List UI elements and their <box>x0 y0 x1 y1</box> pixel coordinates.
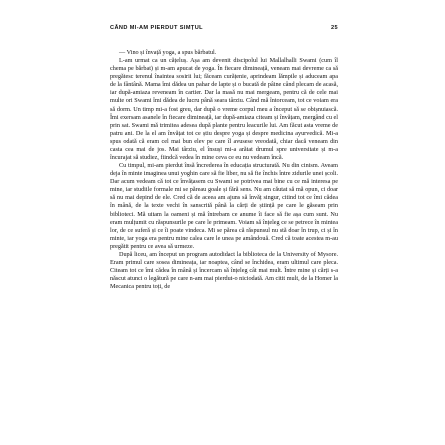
page-header <box>110 25 338 37</box>
page-number: 25 <box>330 25 338 31</box>
paragraph: L-am urmat ca un cățeluș. Așa am devenit discipolul lui Mallalhalli Swami (cum îl chema pe bărbat) și m-am apucat de yoga. În fiecare dimineață, veneam mai devreme ca să pregătesc terenul înaintea sosirii lui; făceam curățenie, aprindeam lămpile și aduceam apa de la fântână. Mama îmi dădea un pahar de lapte și o bucată de pâine când plecam de acasă, iar după-amiaza reveneam în cartier. Dar la masă nu mai mergeam, pentru că de cele mai multe ori Swami îmi dădea de lucru până seara târziu. Când mă întorceam, tot ce voiam era să dorm. Un timp mi-a fost greu, dar după o vreme corpul meu a început să se obișnuiască. Îmi exersam asanele în fiecare dimineață, iar după-amiaza citeam și învățam, mergând cu el prin sat. Swami mă trimitea adesea după plante pentru leacurile lui. Am făcut asta vreme de patru ani. De la el am învățat tot ce știu despre yoga și despre medicina ayurvedică. Mi-a spus odată că eram cel mai bun elev pe care îl avusese vreodată, chiar dacă veneam din casta cea mai de jos. Mai târziu, el însuși mi-a arătat drumul spre universitate și m-a încurajat să studiez, fiindcă vedea în mine ceva ce eu nu vedeam încă. <box>110 57 338 162</box>
running-title: CÂND MI-AM PIERDUT SIMȚUL <box>110 25 203 31</box>
paragraph: După liceu, am început un program autodidact la biblioteca de la University of Mysore. Eram primul care sosea dimineața, iar noaptea, când se închidea, eram ultimul care pleca. Citeam tot ce îmi cădea în mână și încercam să înțeleg cât mai mult. Între mine și cărți s-a născut atunci o legătură pe care n-am mai pierdut-o niciodată. Am citit mult, de la Homer la Mecanica pentru toți, de <box>110 250 338 291</box>
body-text <box>110 49 338 291</box>
paragraph: Cu timpul, mi-am pierdut însă încrederea în educația structurată. Nu din cinism. Aveam deja în minte imaginea unui yoghin care să fie liber, nu să fie închis între zidurile unei școli. Dar acum vedeam că tot ce învățasem cu Swami se potrivea mai bine cu ce mă interesa pe mine, iar studiile formale mi se păreau goale și fără sens. Nu am căutat să mă opun, ci doar să nu mai depind de ele. Cred că de aceea am ajuns să învăț singur, citind tot ce îmi cădea în mână, de la texte vechi în sanscrită până la cărți de știință pe care le găseam prin biblioteci. Mă uitam la oameni și mă întrebam ce anume îi face să fie așa cum sunt. Nu eram mulțumit cu răspunsurile pe care le primeam. Voiam să înțeleg ce se petrece în mintea lor, de ce suferă și ce îi poate vindeca. Mi se părea că răspunsul nu stă doar în trup, ci și în minte, iar yoga era pentru mine calea care le unea pe amândouă. Cred că toate acestea m-au pregătit pentru ce avea să urmeze. <box>110 162 338 250</box>
paragraph: — Vino și învață yoga, a spus bărbatul. <box>119 49 217 56</box>
